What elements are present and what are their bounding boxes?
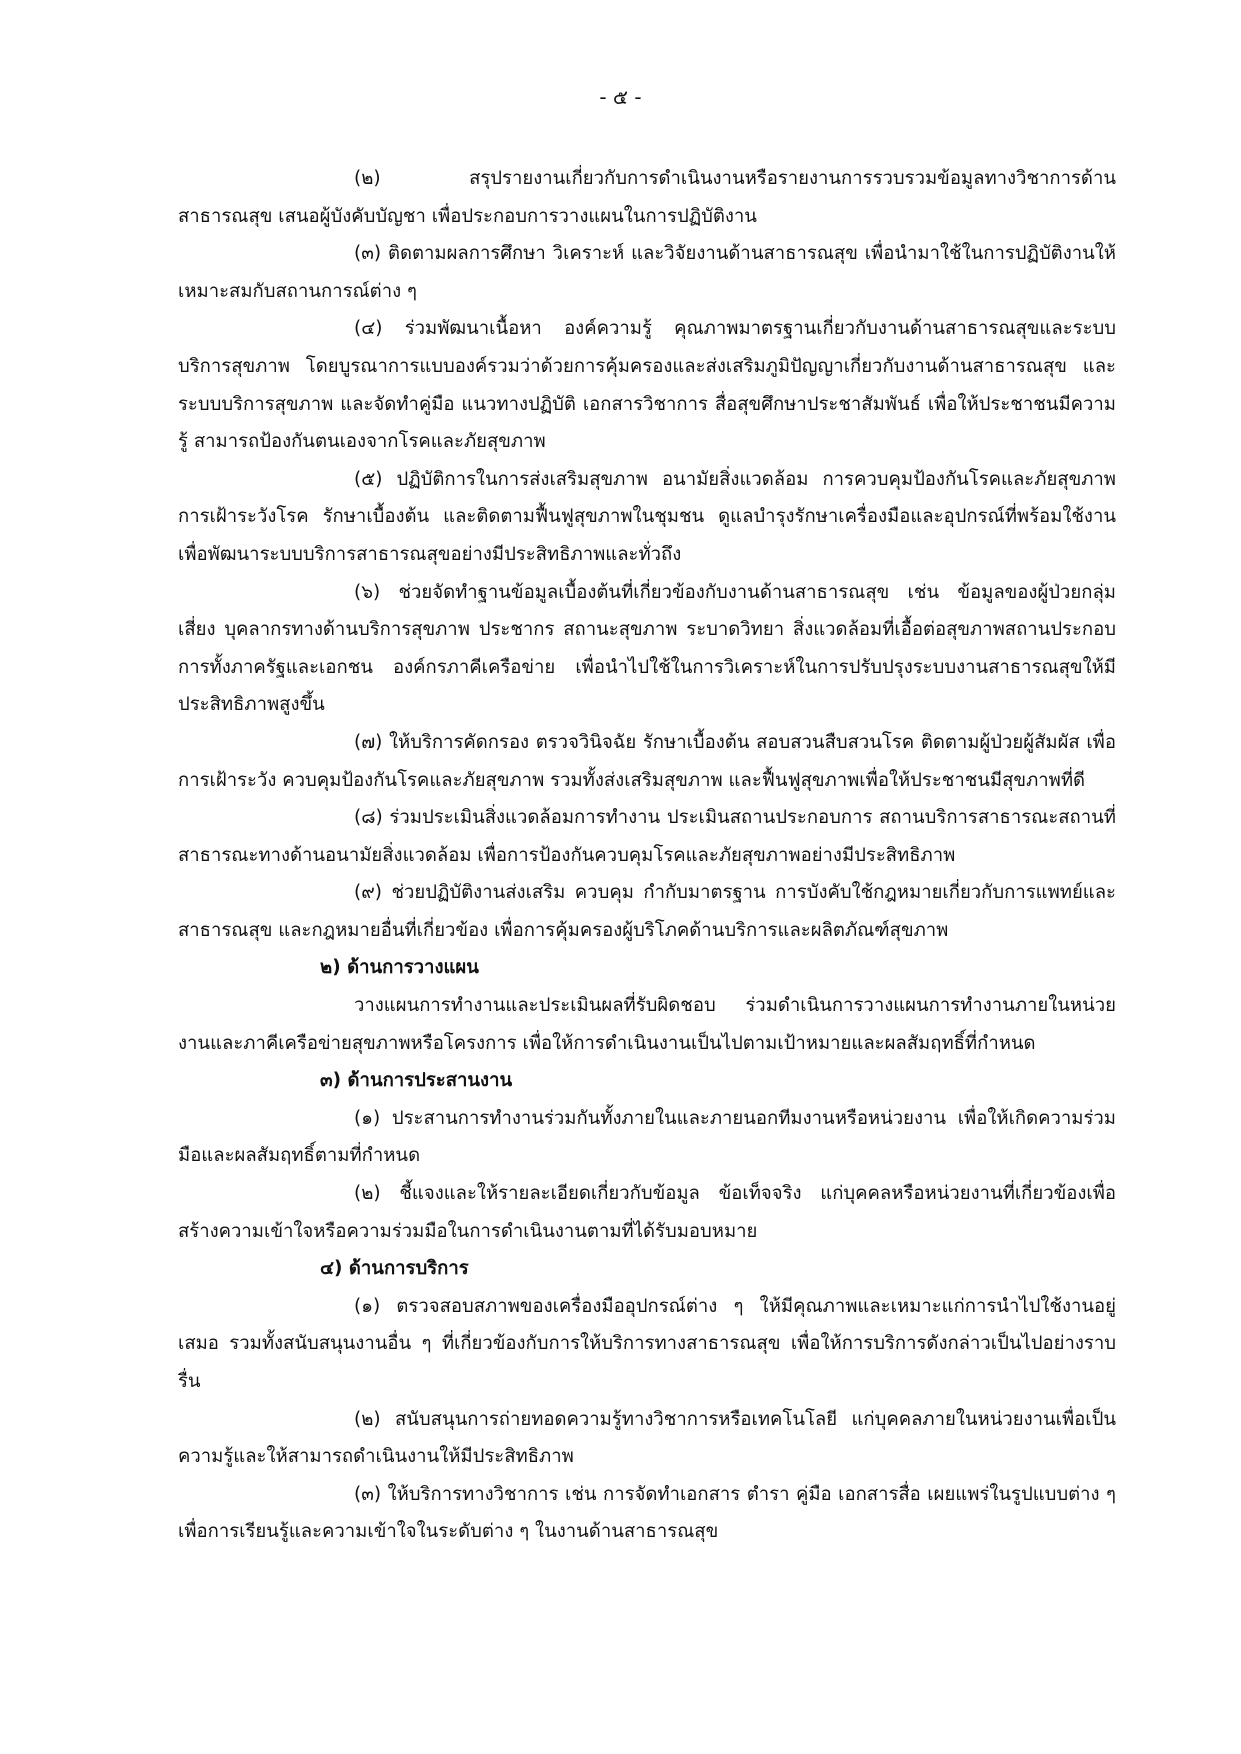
paragraph-planning: วางแผนการทำงานและประเมินผลที่รับผิดชอบ ร่วมดำเนินการวางแผนการทำงานภายในหน่วยงานและภาคีเครือข่ายสุขภาพหรือโครงการ เพื่อให้การดำเนินงานเป็นไปตามเป้าหมายและผลสัมฤทธิ์ที่กำหนด	[178, 995, 1116, 1054]
paragraph-coordination-2: (๒) ชี้แจงและให้รายละเอียดเกี่ยวกับข้อมูล ข้อเท็จจริง แก่บุคคลหรือหน่วยงานที่เกี่ยวข้องเพื่อสร้างความเข้าใจหรือความร่วมมือในการดำเนินงานตามที่ได้รับมอบหมาย	[178, 1183, 1116, 1242]
document-body	[178, 160, 1116, 1551]
page-number: - ๕ -	[599, 85, 642, 109]
paragraph-duty-3: (๓) ติดตามผลการศึกษา วิเคราะห์ และวิจัยงานด้านสาธารณสุข เพื่อนำมาใช้ในการปฏิบัติงานให้เหมาะสมกับสถานการณ์ต่าง ๆ	[178, 243, 1116, 302]
paragraph-service-2: (๒) สนับสนุนการถ่ายทอดความรู้ทางวิชาการหรือเทคโนโลยี แก่บุคคลภายในหน่วยงานเพื่อเป็นความรู้และให้สามารถดำเนินงานให้มีประสิทธิภาพ	[178, 1408, 1116, 1468]
section-heading-coordination: ๓) ด้านการประสานงาน	[320, 1070, 513, 1092]
paragraph-duty-7: (๗) ให้บริการคัดกรอง ตรวจวินิจฉัย รักษาเบื้องต้น สอบสวนสืบสวนโรค ติดตามผู้ป่วยผู้สัมผัส เพื่อการเฝ้าระวัง ควบคุมป้องกันโรคและภัยสุขภาพ รวมทั้งส่งเสริมสุขภาพ และฟื้นฟูสุขภาพเพื่อให้ประชาชนมีสุขภาพที่ดี	[178, 731, 1116, 791]
paragraph-service-1: (๑) ตรวจสอบสภาพของเครื่องมืออุปกรณ์ต่าง ๆ ให้มีคุณภาพและเหมาะแก่การนำไปใช้งานอยู่เสมอ รวมทั้งสนับสนุนงานอื่น ๆ ที่เกี่ยวข้องกับการให้บริการทางสาธารณสุข เพื่อให้การบริการดังกล่าวเป็นไปอย่างราบรื่น	[178, 1295, 1116, 1392]
paragraph-duty-8: (๘) ร่วมประเมินสิ่งแวดล้อมการทำงาน ประเมินสถานประกอบการ สถานบริการสาธารณะสถานที่สาธารณะทางด้านอนามัยสิ่งแวดล้อม เพื่อการป้องกันควบคุมโรคและภัยสุขภาพอย่างมีประสิทธิภาพ	[178, 807, 1116, 866]
paragraph-duty-6: (๖) ช่วยจัดทำฐานข้อมูลเบื้องต้นที่เกี่ยวข้องกับงานด้านสาธารณสุข เช่น ข้อมูลของผู้ป่วยกลุ่มเสี่ยง บุคลากรทางด้านบริการสุขภาพ ประชากร สถานะสุขภาพ ระบาดวิทยา สิ่งแวดล้อมที่เอื้อต่อสุขภาพสถานประกอบการทั้งภาครัฐและเอกชน องค์กรภาคีเครือข่าย เพื่อนำไปใช้ในการวิเคราะห์ในการปรับปรุงระบบงานสาธารณสุขให้มีประสิทธิภาพสูงขึ้น	[178, 581, 1116, 716]
paragraph-service-3: (๓) ให้บริการทางวิชาการ เช่น การจัดทำเอกสาร ตำรา คู่มือ เอกสารสื่อ เผยแพร่ในรูปแบบต่าง ๆเพื่อการเรียนรู้และความเข้าใจในระดับต่าง ๆ ในงานด้านสาธารณสุข	[178, 1483, 1116, 1543]
paragraph-duty-4: (๔) ร่วมพัฒนาเนื้อหา องค์ความรู้ คุณภาพมาตรฐานเกี่ยวกับงานด้านสาธารณสุขและระบบบริการสุขภาพ โดยบูรณาการแบบองค์รวมว่าด้วยการคุ้มครองและส่งเสริมภูมิปัญญาเกี่ยวกับงานด้านสาธารณสุข และระบบบริการสุขภาพ และจัดทำคู่มือ แนวทางปฏิบัติ เอกสารวิชาการ สื่อสุขศึกษาประชาสัมพันธ์ เพื่อให้ประชาชนมีความรู้ สามารถป้องกันตนเองจากโรคและภัยสุขภาพ	[178, 318, 1116, 453]
paragraph-coordination-1: (๑) ประสานการทำงานร่วมกันทั้งภายในและภายนอกทีมงานหรือหน่วยงาน เพื่อให้เกิดความร่วมมือและผลสัมฤทธิ์ตามที่กำหนด	[178, 1107, 1116, 1167]
paragraph-duty-2: (๒) สรุปรายงานเกี่ยวกับการดำเนินงานหรือรายงานการรวบรวมข้อมูลทางวิชาการด้านสาธารณสุข เสนอผู้บังคับบัญชา เพื่อประกอบการวางแผนในการปฏิบัติงาน	[178, 168, 1116, 227]
section-heading-service: ๔) ด้านการบริการ	[320, 1258, 469, 1280]
section-heading-planning: ๒) ด้านการวางแผน	[320, 957, 479, 979]
paragraph-duty-5: (๕) ปฏิบัติการในการส่งเสริมสุขภาพ อนามัยสิ่งแวดล้อม การควบคุมป้องกันโรคและภัยสุขภาพ การเฝ้าระวังโรค รักษาเบื้องต้น และติดตามฟื้นฟูสุขภาพในชุมชน ดูแลบำรุงรักษาเครื่องมือและอุปกรณ์ที่พร้อมใช้งาน เพื่อพัฒนาระบบบริการสาธารณสุขอย่างมีประสิทธิภาพและทั่วถึง	[178, 468, 1116, 565]
paragraph-duty-9: (๙) ช่วยปฏิบัติงานส่งเสริม ควบคุม กำกับมาตรฐาน การบังคับใช้กฎหมายเกี่ยวกับการแพทย์และสาธารณสุข และกฎหมายอื่นที่เกี่ยวข้อง เพื่อการคุ้มครองผู้บริโภคด้านบริการและผลิตภัณฑ์สุขภาพ	[178, 882, 1116, 941]
